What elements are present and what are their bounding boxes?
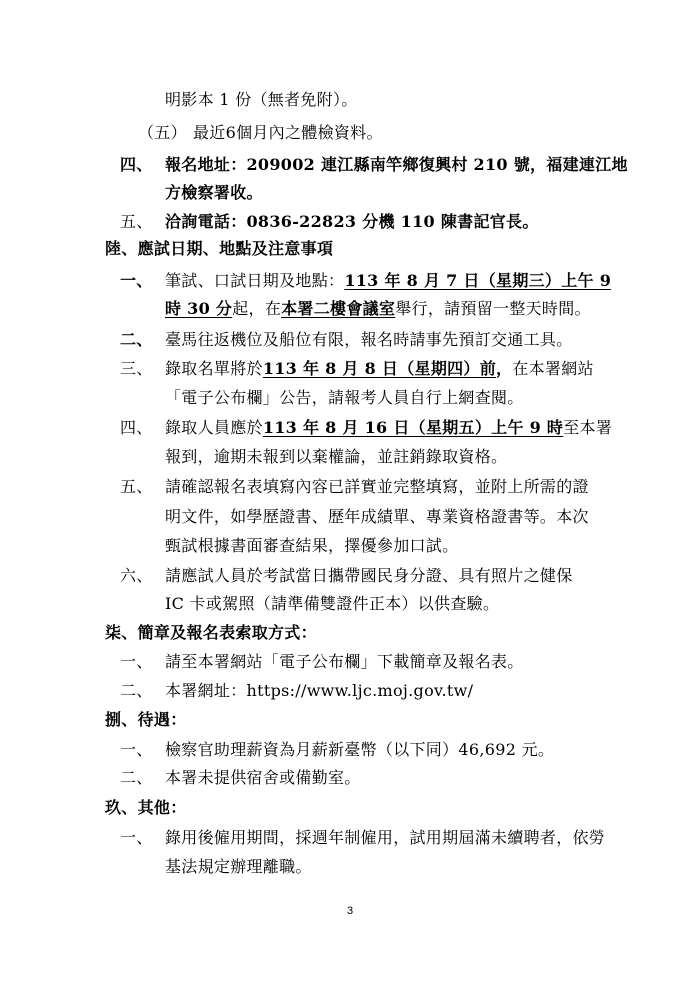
employment-term-line-2: 基法規定辦理離職。 bbox=[165, 857, 312, 876]
exam-date-line-1 bbox=[165, 271, 611, 291]
exam-item-marker-4: 四、 bbox=[120, 418, 153, 437]
health-check-item: 最近6個月內之體檢資料。 bbox=[193, 123, 383, 142]
employment-term-line-1: 錄用後僱用期間，採週年制僱用，試用期屆滿未續聘者，依勞 bbox=[165, 828, 606, 847]
exam-location-suffix: 舉行，請預留一整天時間。 bbox=[395, 299, 591, 318]
brochure-item-marker-1: 一、 bbox=[120, 652, 153, 671]
application-address-line-2: 方檢察署收。 bbox=[165, 183, 263, 202]
section-heading-brochure: 柒、簡章及報名表索取方式： bbox=[105, 623, 317, 642]
exam-item-marker-3: 三、 bbox=[120, 359, 153, 378]
result-announcement-prefix: 錄取名單將於 bbox=[165, 359, 263, 378]
exam-item-marker-6: 六、 bbox=[120, 566, 153, 585]
result-announcement-date: 113 年 8 月 8 日（星期四）前 bbox=[262, 359, 497, 378]
page-number: 3 bbox=[346, 905, 354, 917]
result-announcement-line-2: 「電子公布欄」公告，請報考人員自行上網查閱。 bbox=[165, 388, 524, 407]
section-heading-other: 玖、其他： bbox=[105, 798, 187, 817]
transport-notice: 臺馬往返機位及船位有限，報名時請事先預訂交通工具。 bbox=[165, 330, 573, 349]
salary-item-marker-2: 二、 bbox=[120, 768, 153, 787]
result-announcement-comma: ， bbox=[496, 359, 513, 378]
exam-date-label: 筆試、口試日期及地點： bbox=[165, 271, 345, 290]
exam-item-marker-1: 一、 bbox=[120, 271, 153, 290]
contact-phone-line: 洽詢電話：0836-22823 分機 110 陳書記官長。 bbox=[165, 212, 539, 231]
salary-amount: 檢察官助理薪資為月薪新臺幣（以下同）46,692 元。 bbox=[165, 740, 555, 759]
result-announcement-line-1 bbox=[165, 359, 594, 379]
exam-time-value: 時 30 分 bbox=[165, 299, 233, 318]
item-marker-4: 四、 bbox=[120, 155, 153, 174]
report-date-line-1 bbox=[165, 418, 612, 438]
exam-date-value: 113 年 8 月 7 日（星期三）上午 9 bbox=[344, 271, 612, 290]
dormitory-note: 本署未提供宿舍或備勤室。 bbox=[165, 768, 361, 787]
item-marker-5b: 五、 bbox=[120, 212, 153, 231]
exam-location-value: 本署二樓會議室 bbox=[281, 299, 396, 318]
other-item-marker-1: 一、 bbox=[120, 828, 153, 847]
report-date-suffix: 至本署 bbox=[563, 418, 613, 437]
report-date-value: 113 年 8 月 16 日（星期五）上午 9 時 bbox=[262, 418, 564, 437]
report-date-line-2: 報到，逾期未報到以棄權論，並註銷錄取資格。 bbox=[165, 447, 508, 466]
form-confirm-line-1: 請確認報名表填寫內容已詳實並完整填寫，並附上所需的證 bbox=[165, 477, 589, 496]
website-url[interactable]: 本署網址：https://www.ljc.moj.gov.tw/ bbox=[165, 681, 474, 700]
id-check-line-2: IC 卡或駕照（請準備雙證件正本）以供查驗。 bbox=[165, 594, 500, 613]
section-heading-exam-schedule: 陸、應試日期、地點及注意事項 bbox=[105, 239, 334, 258]
attachment-note: 明影本 1 份（無者免附）。 bbox=[165, 90, 358, 109]
salary-item-marker-1: 一、 bbox=[120, 740, 153, 759]
exam-item-marker-2: 二、 bbox=[120, 330, 153, 349]
form-confirm-line-3: 甄試根據書面審查結果，擇優參加口試。 bbox=[165, 536, 459, 555]
application-address-line-1: 報名地址：209002 連江縣南竿鄉復興村 210 號，福建連江地 bbox=[165, 155, 628, 174]
form-confirm-line-2: 明文件，如學歷證書、歷年成績單、專業資格證書等。本次 bbox=[165, 507, 589, 526]
brochure-download-note: 請至本署網站「電子公布欄」下載簡章及報名表。 bbox=[165, 652, 524, 671]
brochure-item-marker-2: 二、 bbox=[120, 681, 153, 700]
item-marker-5: （五） bbox=[138, 123, 187, 142]
report-date-prefix: 錄取人員應於 bbox=[165, 418, 263, 437]
id-check-line-1: 請應試人員於考試當日攜帶國民身分證、具有照片之健保 bbox=[165, 566, 573, 585]
exam-location-prefix: 起，在 bbox=[232, 299, 282, 318]
result-announcement-suffix: 在本署網站 bbox=[512, 359, 594, 378]
section-heading-salary: 捌、待遇： bbox=[105, 710, 187, 729]
exam-item-marker-5: 五、 bbox=[120, 477, 153, 496]
exam-date-line-2 bbox=[165, 299, 591, 319]
